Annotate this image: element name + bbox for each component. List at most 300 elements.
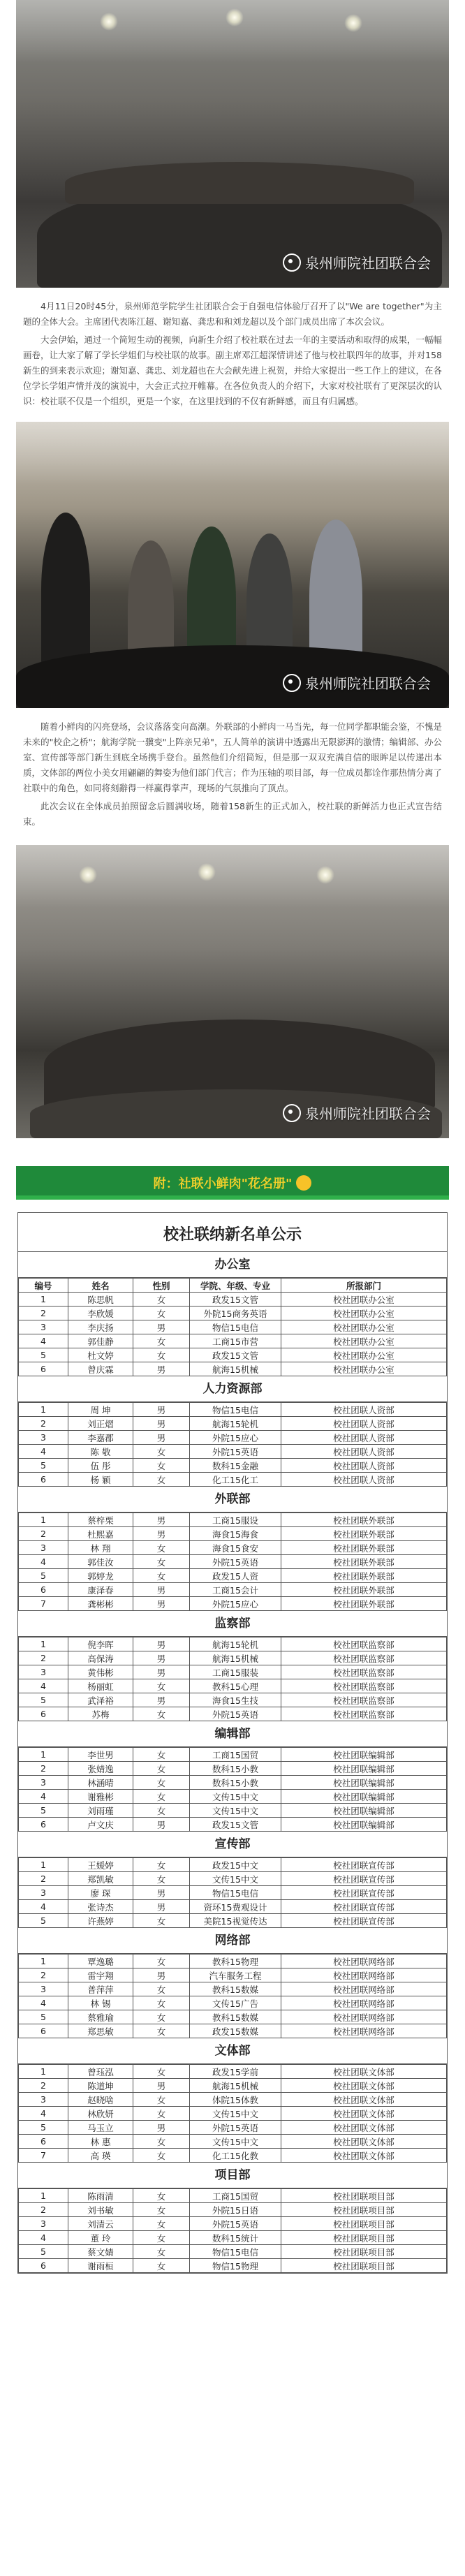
table-cell: 政发15学前 — [190, 2065, 281, 2079]
table-cell: 廖 琛 — [68, 1886, 133, 1900]
table-cell: 苏梅 — [68, 1707, 133, 1721]
department-heading: 办公室 — [18, 1252, 447, 1278]
table-cell: 王媛婷 — [68, 1858, 133, 1872]
table-cell: 林涵晴 — [68, 1776, 133, 1790]
table-cell: 1 — [19, 2065, 68, 2079]
table-row — [19, 2149, 447, 2163]
table-cell: 4 — [19, 1555, 68, 1569]
table-cell: 工商15市营 — [190, 1334, 281, 1348]
table-cell: 龚彬彬 — [68, 1597, 133, 1611]
table-cell: 男 — [133, 1431, 190, 1445]
table-cell: 男 — [133, 1651, 190, 1665]
table-row — [19, 1858, 447, 1872]
table-cell: 政发15人资 — [190, 1569, 281, 1583]
article-body — [23, 299, 442, 409]
table-row — [19, 1555, 447, 1569]
table-cell: 女 — [133, 1762, 190, 1776]
table-cell: 5 — [19, 1804, 68, 1818]
table-cell: 海食15海食 — [190, 1527, 281, 1541]
table-cell: 周 坤 — [68, 1403, 133, 1417]
table-cell: 文传15中文 — [190, 1790, 281, 1804]
table-cell: 女 — [133, 1541, 190, 1555]
table-cell: 校社团联网络部 — [281, 1996, 447, 2010]
table-cell: 4 — [19, 1334, 68, 1348]
table-cell: 卢文庆 — [68, 1818, 133, 1832]
table-cell: 物信15电信 — [190, 1403, 281, 1417]
table-cell: 外院15英语 — [190, 1445, 281, 1459]
table-cell: 6 — [19, 1818, 68, 1832]
table-cell: 外院15商务英语 — [190, 1307, 281, 1320]
table-cell: 4 — [19, 1679, 68, 1693]
table-cell: 黄伟彬 — [68, 1665, 133, 1679]
table-row — [19, 1431, 447, 1445]
table-cell: 郑思敏 — [68, 2024, 133, 2038]
table-cell: 李欣媛 — [68, 1307, 133, 1320]
chat-icon — [283, 674, 301, 692]
table-row — [19, 1996, 447, 2010]
table-cell: 张婧逸 — [68, 1762, 133, 1776]
table-cell: 校社团联办公室 — [281, 1293, 447, 1307]
table-cell: 女 — [133, 1790, 190, 1804]
table-row — [19, 1651, 447, 1665]
table-cell: 校社团联项目部 — [281, 2259, 447, 2273]
table-cell: 化工15化工 — [190, 1473, 281, 1487]
table-cell: 物信15电信 — [190, 2245, 281, 2259]
table-cell: 男 — [133, 1583, 190, 1597]
table-cell: 女 — [133, 2093, 190, 2107]
table-cell: 汽车服务工程 — [190, 1968, 281, 1982]
group-photo-1 — [16, 0, 449, 288]
group-photo-2 — [16, 845, 449, 1138]
table-cell: 男 — [133, 1900, 190, 1914]
table-row — [19, 1417, 447, 1431]
column-header: 姓名 — [68, 1279, 133, 1293]
table-row — [19, 2107, 447, 2121]
table-cell: 男 — [133, 1362, 190, 1376]
table-cell: 3 — [19, 1982, 68, 1996]
table-cell: 数科15小教 — [190, 1762, 281, 1776]
table-cell: 陈思帆 — [68, 1293, 133, 1307]
table-cell: 物信15电信 — [190, 1320, 281, 1334]
table-cell: 女 — [133, 2149, 190, 2163]
table-cell: 6 — [19, 2135, 68, 2149]
table-cell: 女 — [133, 1473, 190, 1487]
table-cell: 校社团联外联部 — [281, 1583, 447, 1597]
table-cell: 工商15国贸 — [190, 2189, 281, 2203]
table-cell: 男 — [133, 1417, 190, 1431]
department-table — [18, 1402, 447, 1487]
department-heading: 项目部 — [18, 2163, 447, 2188]
table-cell: 校社团联人资部 — [281, 1473, 447, 1487]
stage-photo — [16, 422, 449, 708]
table-cell: 校社团联项目部 — [281, 2245, 447, 2259]
table-cell: 杜文婷 — [68, 1348, 133, 1362]
department-table — [18, 2188, 447, 2273]
table-cell: 1 — [19, 1637, 68, 1651]
table-cell: 4 — [19, 2231, 68, 2245]
table-row — [19, 1818, 447, 1832]
table-row — [19, 1955, 447, 1968]
table-cell: 化工15化教 — [190, 2149, 281, 2163]
table-cell: 航海15轮机 — [190, 1417, 281, 1431]
department-table — [18, 1513, 447, 1611]
table-cell: 7 — [19, 2149, 68, 2163]
table-cell: 男 — [133, 2121, 190, 2135]
table-cell: 男 — [133, 2079, 190, 2093]
table-cell: 校社团联宣传部 — [281, 1872, 447, 1886]
table-cell: 3 — [19, 1665, 68, 1679]
table-cell: 6 — [19, 2259, 68, 2273]
paragraph-2: 大会伊始，通过一个简短生动的视频，向新生介绍了校社联在过去一年的主要活动和取得的成果，一幅幅画卷，让大家了解了学长学姐们与校社联的故事。副主席邓江超深情讲述了他与校社联四年的故事，并对158新生的到来表示欢迎；谢知嘉、龚忠、刘龙超也在大会献先进上祝贺，并给大家提出一些工作上的建议，在各位学长学姐声情并茂的演说中，大会正式拉开帷幕。在各位负责人的介绍下，大家对校社联有了更深层次的认识：校社联不仅是一个组织，更是一个家，在这里找到的不仅有新鲜感，而且有归属感。 — [23, 334, 443, 406]
department-heading: 编辑部 — [18, 1721, 447, 1747]
table-cell: 校社团联外联部 — [281, 1541, 447, 1555]
table-cell: 女 — [133, 2010, 190, 2024]
table-cell: 数科15小教 — [190, 1776, 281, 1790]
table-cell: 6 — [19, 1473, 68, 1487]
table-row — [19, 2135, 447, 2149]
table-row — [19, 1334, 447, 1348]
table-row — [19, 1693, 447, 1707]
table-cell: 女 — [133, 2245, 190, 2259]
table-cell: 男 — [133, 1527, 190, 1541]
table-cell: 校社团联网络部 — [281, 2024, 447, 2038]
table-cell: 校社团联外联部 — [281, 1569, 447, 1583]
table-cell: 1 — [19, 1858, 68, 1872]
table-row — [19, 2079, 447, 2093]
table-cell: 文传15广告 — [190, 1996, 281, 2010]
table-cell: 校社团联监察部 — [281, 1651, 447, 1665]
table-cell: 女 — [133, 2231, 190, 2245]
table-row — [19, 2093, 447, 2107]
watermark: 泉州师院社团联合会 — [283, 1103, 431, 1123]
table-cell: 外院15英语 — [190, 1555, 281, 1569]
table-cell: 女 — [133, 1293, 190, 1307]
table-cell: 1 — [19, 1513, 68, 1527]
table-cell: 5 — [19, 1569, 68, 1583]
table-cell: 许燕婷 — [68, 1914, 133, 1928]
table-row — [19, 1872, 447, 1886]
table-row — [19, 1320, 447, 1334]
table-row — [19, 1583, 447, 1597]
table-cell: 女 — [133, 2259, 190, 2273]
table-cell: 女 — [133, 1307, 190, 1320]
table-cell: 覃逸璐 — [68, 1955, 133, 1968]
table-cell: 校社团联外联部 — [281, 1597, 447, 1611]
table-row — [19, 1900, 447, 1914]
table-cell: 校社团联文体部 — [281, 2065, 447, 2079]
table-cell: 外院15应心 — [190, 1597, 281, 1611]
table-cell: 6 — [19, 1707, 68, 1721]
table-cell: 校社团联文体部 — [281, 2079, 447, 2093]
table-cell: 康泽春 — [68, 1583, 133, 1597]
table-cell: 女 — [133, 2217, 190, 2231]
department-heading: 人力资源部 — [18, 1376, 447, 1402]
table-cell: 林 翔 — [68, 1541, 133, 1555]
table-cell: 校社团联办公室 — [281, 1334, 447, 1348]
table-cell: 郭佳汝 — [68, 1555, 133, 1569]
table-cell: 6 — [19, 1583, 68, 1597]
table-cell: 赵晓啥 — [68, 2093, 133, 2107]
table-cell: 陈雨清 — [68, 2189, 133, 2203]
table-cell: 女 — [133, 1334, 190, 1348]
table-cell: 文传15中文 — [190, 2135, 281, 2149]
table-cell: 女 — [133, 1872, 190, 1886]
table-cell: 2 — [19, 1762, 68, 1776]
table-cell: 女 — [133, 1996, 190, 2010]
table-row — [19, 1790, 447, 1804]
table-cell: 外院15英语 — [190, 1707, 281, 1721]
department-table — [18, 1857, 447, 1928]
table-cell: 校社团联文体部 — [281, 2107, 447, 2121]
chat-icon — [283, 253, 301, 272]
table-cell: 武泽裕 — [68, 1693, 133, 1707]
table-cell: 校社团联项目部 — [281, 2231, 447, 2245]
table-row — [19, 2010, 447, 2024]
roster-title: 校社联纳新名单公示 — [18, 1213, 447, 1252]
department-table — [18, 2064, 447, 2163]
table-cell: 5 — [19, 1348, 68, 1362]
table-cell: 校社团联宣传部 — [281, 1914, 447, 1928]
table-cell: 工商15服装 — [190, 1665, 281, 1679]
table-cell: 校社团联编辑部 — [281, 1804, 447, 1818]
table-cell: 李世男 — [68, 1748, 133, 1762]
table-row — [19, 2245, 447, 2259]
table-cell: 1 — [19, 1955, 68, 1968]
table-cell: 校社团联文体部 — [281, 2121, 447, 2135]
table-cell: 校社团联办公室 — [281, 1307, 447, 1320]
table-cell: 伍 彤 — [68, 1459, 133, 1473]
table-cell: 7 — [19, 1597, 68, 1611]
table-cell: 校社团联监察部 — [281, 1665, 447, 1679]
department-heading: 监察部 — [18, 1611, 447, 1637]
table-row — [19, 1403, 447, 1417]
table-cell: 校社团联办公室 — [281, 1362, 447, 1376]
table-cell: 5 — [19, 2245, 68, 2259]
table-cell: 校社团联编辑部 — [281, 1776, 447, 1790]
table-cell: 4 — [19, 2107, 68, 2121]
table-cell: 3 — [19, 1886, 68, 1900]
table-cell: 外院15应心 — [190, 1431, 281, 1445]
table-cell: 校社团联文体部 — [281, 2135, 447, 2149]
table-cell: 教科15数媒 — [190, 1982, 281, 1996]
table-cell: 美院15视觉传达 — [190, 1914, 281, 1928]
table-cell: 郑凯敏 — [68, 1872, 133, 1886]
table-cell: 校社团联文体部 — [281, 2093, 447, 2107]
table-cell: 1 — [19, 1293, 68, 1307]
table-cell: 女 — [133, 2189, 190, 2203]
table-cell: 数科15金融 — [190, 1459, 281, 1473]
table-row — [19, 1307, 447, 1320]
table-cell: 张诗杰 — [68, 1900, 133, 1914]
department-heading: 文体部 — [18, 2038, 447, 2064]
table-cell: 航海15机械 — [190, 1651, 281, 1665]
table-cell: 1 — [19, 2189, 68, 2203]
table-cell: 蔡文婧 — [68, 2245, 133, 2259]
table-cell: 3 — [19, 2093, 68, 2107]
table-cell: 3 — [19, 1776, 68, 1790]
table-cell: 4 — [19, 1790, 68, 1804]
table-cell: 女 — [133, 2203, 190, 2217]
column-header: 编号 — [19, 1279, 68, 1293]
table-row — [19, 1459, 447, 1473]
table-cell: 女 — [133, 1555, 190, 1569]
table-cell: 雷宇翔 — [68, 1968, 133, 1982]
table-cell: 体院15体教 — [190, 2093, 281, 2107]
table-row — [19, 1637, 447, 1651]
table-cell: 教科15物理 — [190, 1955, 281, 1968]
table-cell: 航海15轮机 — [190, 1637, 281, 1651]
roster-table — [17, 1212, 448, 2274]
table-row — [19, 1527, 447, 1541]
table-cell: 6 — [19, 1362, 68, 1376]
table-cell: 3 — [19, 2217, 68, 2231]
table-cell: 政发15数媒 — [190, 2024, 281, 2038]
table-cell: 物信15物理 — [190, 2259, 281, 2273]
table-cell: 女 — [133, 1348, 190, 1362]
table-cell: 政发15文管 — [190, 1293, 281, 1307]
table-cell: 男 — [133, 1513, 190, 1527]
table-cell: 郭佳静 — [68, 1334, 133, 1348]
column-header: 所报部门 — [281, 1279, 447, 1293]
table-cell: 1 — [19, 1403, 68, 1417]
table-cell: 校社团联监察部 — [281, 1707, 447, 1721]
table-cell: 校社团联编辑部 — [281, 1762, 447, 1776]
table-cell: 男 — [133, 1886, 190, 1900]
table-cell: 2 — [19, 1872, 68, 1886]
table-cell: 航海15机械 — [190, 2079, 281, 2093]
table-cell: 文传15中文 — [190, 1804, 281, 1818]
table-row — [19, 1707, 447, 1721]
header-row — [19, 1279, 447, 1293]
table-row — [19, 2217, 447, 2231]
department-table — [18, 1637, 447, 1721]
table-cell: 校社团联人资部 — [281, 1417, 447, 1431]
table-cell: 林 锡 — [68, 1996, 133, 2010]
table-cell: 马玉立 — [68, 2121, 133, 2135]
table-row — [19, 2231, 447, 2245]
table-cell: 陈 敬 — [68, 1445, 133, 1459]
table-cell: 杜熙嘉 — [68, 1527, 133, 1541]
table-cell: 3 — [19, 1541, 68, 1555]
table-cell: 刘清云 — [68, 2217, 133, 2231]
table-cell: 2 — [19, 2203, 68, 2217]
table-cell: 蔡雅瑜 — [68, 2010, 133, 2024]
table-cell: 男 — [133, 1637, 190, 1651]
table-cell: 校社团联项目部 — [281, 2189, 447, 2203]
table-cell: 女 — [133, 2024, 190, 2038]
table-cell: 女 — [133, 1804, 190, 1818]
table-cell: 校社团联监察部 — [281, 1637, 447, 1651]
department-heading: 网络部 — [18, 1928, 447, 1954]
table-cell: 郭婷龙 — [68, 1569, 133, 1583]
table-cell: 校社团联编辑部 — [281, 1790, 447, 1804]
table-cell: 校社团联编辑部 — [281, 1748, 447, 1762]
watermark: 泉州师院社团联合会 — [283, 672, 431, 693]
table-row — [19, 1362, 447, 1376]
table-cell: 男 — [133, 1403, 190, 1417]
table-cell: 3 — [19, 1431, 68, 1445]
table-cell: 校社团联监察部 — [281, 1693, 447, 1707]
table-cell: 女 — [133, 1858, 190, 1872]
table-cell: 3 — [19, 1320, 68, 1334]
table-cell: 高保涛 — [68, 1651, 133, 1665]
table-cell: 外院15英语 — [190, 2217, 281, 2231]
table-cell: 女 — [133, 2107, 190, 2121]
table-cell: 谢雨桓 — [68, 2259, 133, 2273]
table-cell: 蔡梓栗 — [68, 1513, 133, 1527]
table-cell: 5 — [19, 1693, 68, 1707]
table-cell: 航海15机械 — [190, 1362, 281, 1376]
table-cell: 校社团联网络部 — [281, 1955, 447, 1968]
table-cell: 海食15生技 — [190, 1693, 281, 1707]
table-cell: 物信15电信 — [190, 1886, 281, 1900]
table-row — [19, 1665, 447, 1679]
table-cell: 女 — [133, 1776, 190, 1790]
table-cell: 杨丽虹 — [68, 1679, 133, 1693]
table-cell: 刘正熠 — [68, 1417, 133, 1431]
table-cell: 校社团联监察部 — [281, 1679, 447, 1693]
table-cell: 杨 颖 — [68, 1473, 133, 1487]
table-cell: 政发15文管 — [190, 1818, 281, 1832]
table-cell: 林欣妍 — [68, 2107, 133, 2121]
paragraph-1: 4月11日20时45分，泉州师范学院学生社团联合会于自强电信体验厅召开了以"We are together"为主题的全体大会。主席团代表陈江超、谢知嘉、龚忠和和刘龙超以及个部门成员出席了本次会议。 — [23, 301, 442, 327]
table-cell: 文传15中文 — [190, 1872, 281, 1886]
table-cell: 2 — [19, 1417, 68, 1431]
table-row — [19, 1776, 447, 1790]
table-cell: 女 — [133, 1569, 190, 1583]
table-cell: 外院15英语 — [190, 2121, 281, 2135]
smiley-icon — [296, 1175, 311, 1191]
department-table — [18, 1954, 447, 2038]
table-row — [19, 1762, 447, 1776]
table-cell: 女 — [133, 2135, 190, 2149]
table-cell: 刘书敏 — [68, 2203, 133, 2217]
table-cell: 外院15日语 — [190, 2203, 281, 2217]
table-cell: 文传15中文 — [190, 2107, 281, 2121]
table-cell: 曾庆霖 — [68, 1362, 133, 1376]
table-cell: 校社团联编辑部 — [281, 1818, 447, 1832]
table-row — [19, 1886, 447, 1900]
table-cell: 曾珏泓 — [68, 2065, 133, 2079]
table-cell: 男 — [133, 1320, 190, 1334]
table-row — [19, 1679, 447, 1693]
table-cell: 李嘉郡 — [68, 1431, 133, 1445]
table-cell: 校社团联项目部 — [281, 2203, 447, 2217]
table-cell: 校社团联人资部 — [281, 1445, 447, 1459]
table-cell: 女 — [133, 1914, 190, 1928]
table-cell: 女 — [133, 1748, 190, 1762]
table-row — [19, 1569, 447, 1583]
table-row — [19, 1804, 447, 1818]
department-table — [18, 1278, 447, 1376]
table-row — [19, 1293, 447, 1307]
table-cell: 女 — [133, 1445, 190, 1459]
table-cell: 刘雨瑾 — [68, 1804, 133, 1818]
table-row — [19, 1982, 447, 1996]
table-cell: 男 — [133, 1665, 190, 1679]
table-row — [19, 2189, 447, 2203]
table-row — [19, 1968, 447, 1982]
table-cell: 校社团联外联部 — [281, 1527, 447, 1541]
table-cell: 5 — [19, 2121, 68, 2135]
roster-banner — [16, 1166, 449, 1200]
banner-text: 附：社联小鲜肉"花名册" — [153, 1177, 293, 1191]
table-cell: 海食15食安 — [190, 1541, 281, 1555]
table-cell: 校社团联网络部 — [281, 1968, 447, 1982]
table-cell: 4 — [19, 1900, 68, 1914]
table-cell: 校社团联办公室 — [281, 1320, 447, 1334]
chat-icon — [283, 1104, 301, 1122]
